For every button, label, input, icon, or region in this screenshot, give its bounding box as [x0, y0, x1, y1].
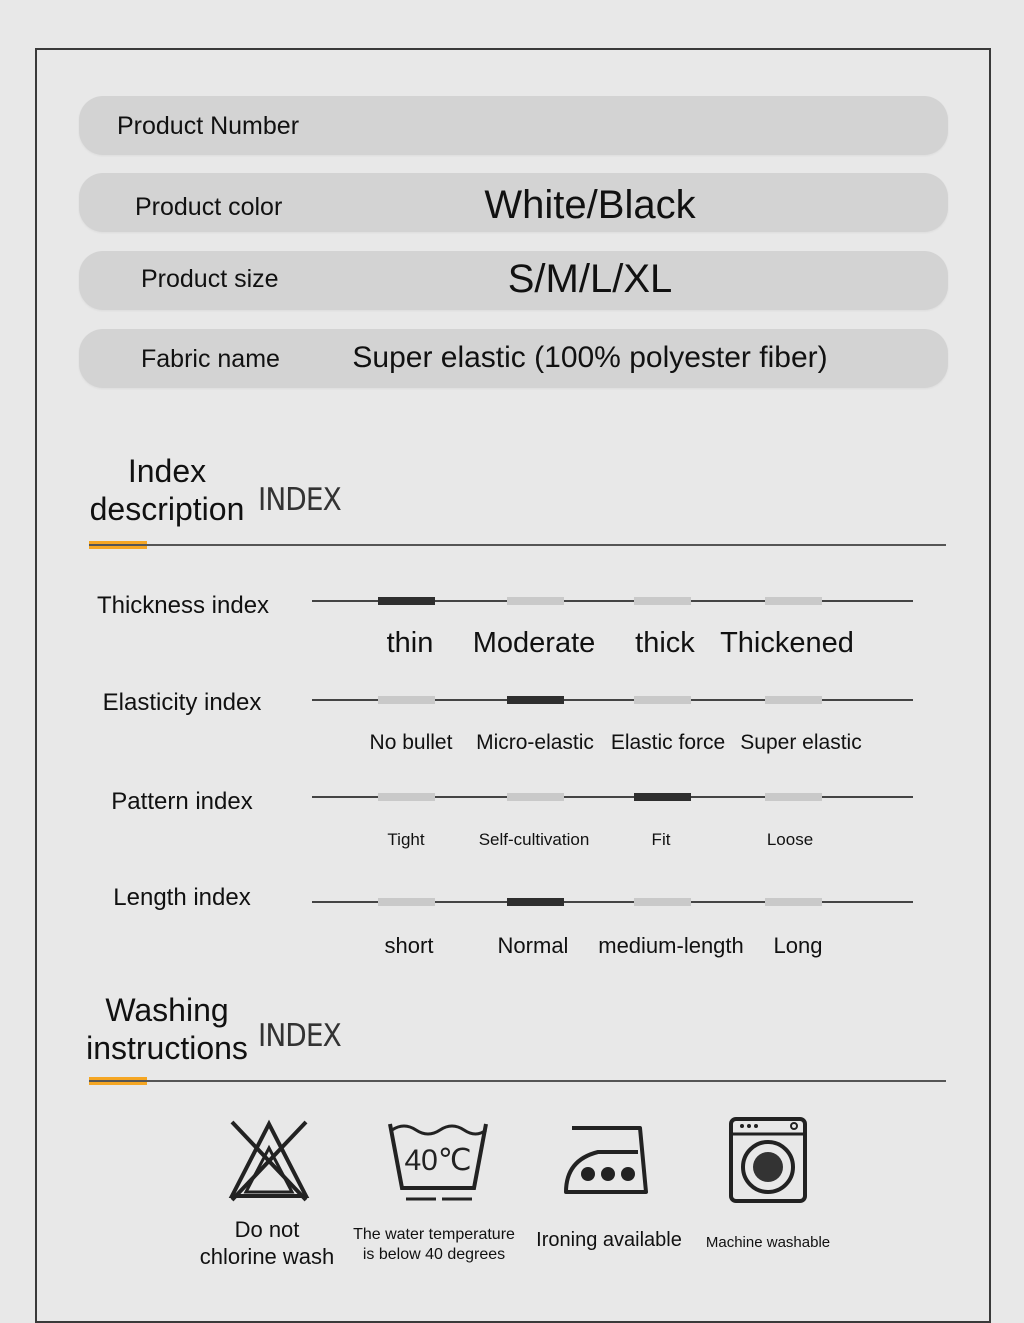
washing-divider — [89, 1080, 946, 1082]
index-section-tag: INDEX — [258, 482, 341, 518]
index-marker — [378, 793, 435, 801]
fabric-name-value: Super elastic (100% polyester fiber) — [352, 341, 828, 374]
index-marker — [378, 696, 435, 704]
product-size-row — [79, 251, 948, 310]
index-marker — [507, 793, 564, 801]
index-option: Long — [773, 933, 823, 958]
index-marker-selected — [634, 793, 691, 801]
product-color-label: Product color — [135, 193, 283, 221]
product-size-value: S/M/L/XL — [507, 257, 673, 301]
index-option: Micro-elastic — [476, 731, 594, 754]
index-option: Self-cultivation — [478, 830, 590, 849]
no-chlorine-line2: chlorine wash — [199, 1244, 335, 1269]
index-option: No bullet — [369, 731, 453, 754]
washing-section-title — [78, 991, 256, 1067]
index-title-line1: Index — [127, 453, 207, 489]
index-marker — [765, 898, 822, 906]
wash-40-icon — [386, 1118, 490, 1204]
index-section-title — [84, 452, 250, 528]
fabric-name-row — [79, 329, 948, 388]
index-marker-selected — [507, 898, 564, 906]
water-temp-line1: The water temperature — [353, 1226, 515, 1243]
index-option: Tight — [387, 830, 425, 849]
index-row-label: Elasticity index — [102, 689, 262, 716]
index-row-label: Thickness index — [96, 592, 270, 619]
product-size-label: Product size — [141, 265, 279, 293]
index-option: Loose — [766, 830, 814, 849]
washing-machine-icon — [728, 1116, 808, 1204]
machine-washable-label: Machine washable — [705, 1234, 831, 1251]
index-row-label: Pattern index — [111, 788, 253, 815]
washing-title-line1: Washing — [105, 992, 229, 1028]
index-option: Normal — [497, 933, 569, 958]
washing-title-line2: instructions — [86, 1030, 248, 1066]
product-number-row — [79, 96, 948, 155]
wash-temp-text: 40℃ — [404, 1144, 472, 1177]
page-frame — [35, 48, 991, 1323]
index-marker — [765, 793, 822, 801]
index-option: Moderate — [472, 627, 596, 659]
index-marker — [765, 696, 822, 704]
iron-icon — [562, 1124, 650, 1196]
index-option: medium-length — [598, 933, 744, 958]
water-temp-label — [353, 1225, 515, 1265]
product-number-label: Product Number — [117, 112, 300, 140]
index-option: thick — [635, 627, 695, 659]
index-marker-selected — [507, 696, 564, 704]
ironing-label: Ironing available — [536, 1229, 682, 1251]
washing-section-tag: INDEX — [258, 1018, 341, 1054]
index-marker-selected — [378, 597, 435, 605]
index-divider — [89, 544, 946, 546]
index-marker — [634, 696, 691, 704]
index-option: Elastic force — [610, 731, 726, 754]
no-chlorine-icon — [226, 1118, 312, 1204]
index-option: short — [384, 933, 434, 958]
no-chlorine-line1: Do not — [234, 1217, 300, 1242]
no-chlorine-label — [200, 1216, 335, 1270]
product-color-value: White/Black — [484, 183, 696, 227]
index-marker — [634, 597, 691, 605]
index-marker — [507, 597, 564, 605]
product-color-row — [79, 173, 948, 232]
index-option: thin — [386, 627, 434, 659]
index-marker — [378, 898, 435, 906]
index-marker — [634, 898, 691, 906]
index-option: Thickened — [720, 627, 854, 659]
index-option: Fit — [651, 830, 671, 849]
index-marker — [765, 597, 822, 605]
fabric-name-label: Fabric name — [141, 345, 280, 373]
water-temp-line2: is below 40 degrees — [362, 1246, 506, 1263]
index-title-line2: description — [89, 491, 245, 527]
index-option: Super elastic — [740, 731, 862, 754]
index-row-label: Length index — [113, 884, 251, 911]
